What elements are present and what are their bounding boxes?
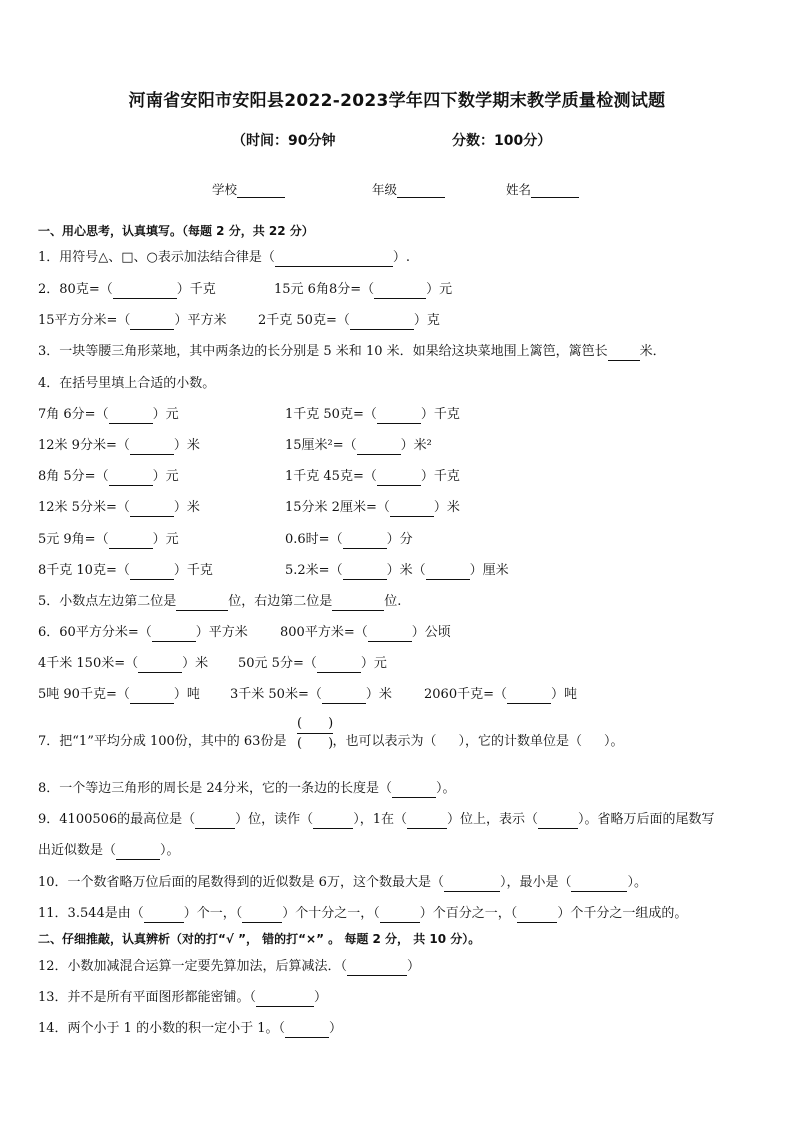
grade-blank[interactable] <box>397 183 445 198</box>
question-9b: 出近似数是（ ）。 <box>38 843 180 858</box>
question-7: 7．把“1”平均分成 100份，其中的 63份是 ，也可以表示为（ ），它的计数单位是（ ）。 <box>38 734 624 749</box>
name-blank[interactable] <box>531 183 579 198</box>
exam-time: （时间：90分钟 <box>232 133 336 149</box>
question-4: 4．在括号里填上合适的小数。 <box>38 376 216 391</box>
question-6c: 5吨 90千克=（ ）吨 3千米 50米=（ ）米 2060千克=（ ）吨 <box>38 687 577 702</box>
question-2b: 15平方分米=（ ）平方米 2千克 50克=（ ）克 <box>38 313 440 328</box>
answer-blank[interactable] <box>116 846 160 860</box>
question-4-row: 12米 9分米=（ ）米 15厘米²=（ ）米² <box>38 438 432 453</box>
answer-blank[interactable] <box>242 909 282 923</box>
exam-score: 分数：100分） <box>452 133 552 149</box>
grade-field[interactable] <box>372 180 445 198</box>
question-5: 5．小数点左边第二位是 位，右边第二位是 位. <box>38 594 402 609</box>
question-6b: 4千米 150米=（ ）米 50元 5分=（ ）元 <box>38 656 387 671</box>
answer-blank[interactable] <box>130 316 174 330</box>
answer-blank[interactable] <box>347 962 407 976</box>
answer-blank[interactable] <box>138 659 182 673</box>
answer-blank[interactable] <box>507 690 551 704</box>
question-11: 11．3.544是由（ ）个一，（ ）个十分之一，（ ）个百分之一，（ ）个千分之一组成的。 <box>38 906 688 921</box>
question-6a: 6．60平方分米=（ ）平方米 800平方米=（ ）公顷 <box>38 625 451 640</box>
question-12: 12．小数加减混合运算一定要先算加法，后算减法．（ ） <box>38 959 421 974</box>
answer-blank[interactable] <box>368 628 412 642</box>
answer-blank[interactable] <box>275 253 393 267</box>
question-4-row: 7角 6分=（ ）元 1千克 50克=（ ）千克 <box>38 407 460 422</box>
school-field[interactable] <box>212 180 285 198</box>
answer-blank[interactable] <box>176 597 228 611</box>
fraction-blank[interactable]: ( ) ( ) <box>297 716 334 751</box>
section2-heading: 二、仔细推敲，认真辨析（对的打“√ ”， 错的打“×” 。 每题 2 分， 共 10 分）。 <box>38 932 481 946</box>
answer-blank[interactable] <box>109 472 153 486</box>
answer-blank[interactable] <box>392 784 436 798</box>
question-14: 14．两个小于 1 的小数的积一定小于 1。（ ） <box>38 1021 342 1036</box>
answer-blank[interactable] <box>357 441 401 455</box>
answer-blank[interactable] <box>317 659 361 673</box>
answer-blank[interactable] <box>538 815 578 829</box>
answer-blank[interactable] <box>608 347 640 361</box>
answer-blank[interactable] <box>195 815 235 829</box>
name-label: 姓名 <box>506 182 532 197</box>
answer-blank[interactable] <box>426 566 470 580</box>
answer-blank[interactable] <box>285 1024 329 1038</box>
name-field[interactable] <box>506 180 579 198</box>
answer-blank[interactable] <box>407 815 447 829</box>
question-10: 10．一个数省略万位后面的尾数得到的近似数是 6万，这个数最大是（ ），最小是（ ）。 <box>38 875 647 890</box>
section1-heading: 一、用心思考，认真填写。（每题 2 分，共 22 分） <box>38 224 314 238</box>
question-4-row: 8角 5分=（ ）元 1千克 45克=（ ）千克 <box>38 469 460 484</box>
answer-blank[interactable] <box>144 909 184 923</box>
answer-blank[interactable] <box>350 316 414 330</box>
answer-blank[interactable] <box>444 878 500 892</box>
answer-blank[interactable] <box>256 993 314 1007</box>
grade-label: 年级 <box>372 182 398 197</box>
answer-blank[interactable] <box>343 566 387 580</box>
answer-blank[interactable] <box>109 535 153 549</box>
answer-blank[interactable] <box>130 441 174 455</box>
question-9a: 9．4100506的最高位是（ ）位，读作（ ），1在（ ）位上，表示（ ）。省略万后面的尾数写 <box>38 812 715 827</box>
answer-blank[interactable] <box>332 597 384 611</box>
question-2a: 2．80克=（ ）千克 15元 6角8分=（ ）元 <box>38 282 453 297</box>
question-4-row: 12米 5分米=（ ）米 15分米 2厘米=（ ）米 <box>38 500 460 515</box>
answer-blank[interactable] <box>322 690 366 704</box>
answer-blank[interactable] <box>377 472 421 486</box>
question-4-row: 5元 9角=（ ）元 0.6时=（ ）分 <box>38 532 413 547</box>
answer-blank[interactable] <box>130 566 174 580</box>
page-title: 河南省安阳市安阳县2022-2023学年四下数学期末教学质量检测试题 <box>128 91 666 111</box>
question-8: 8．一个等边三角形的周长是 24分米，它的一条边的长度是（ ）。 <box>38 781 456 796</box>
school-blank[interactable] <box>237 183 285 198</box>
question-4-row: 8千克 10克=（ ）千克 5.2米=（ ）米（ ）厘米 <box>38 563 509 578</box>
answer-blank[interactable] <box>380 909 420 923</box>
answer-blank[interactable] <box>152 628 196 642</box>
answer-blank[interactable] <box>343 535 387 549</box>
question-13: 13．并不是所有平面图形都能密铺。（ ） <box>38 990 328 1005</box>
answer-blank[interactable] <box>390 503 434 517</box>
answer-blank[interactable] <box>109 410 153 424</box>
school-label: 学校 <box>212 182 238 197</box>
question-3: 3．一块等腰三角形菜地，其中两条边的长分别是 5 米和 10 米．如果给这块菜地围上篱笆，篱笆长 米． <box>38 344 666 359</box>
answer-blank[interactable] <box>313 815 353 829</box>
answer-blank[interactable] <box>374 285 426 299</box>
question-1: 1．用符号△、□、○表示加法结合律是（ ）. <box>38 250 411 265</box>
answer-blank[interactable] <box>130 503 174 517</box>
answer-blank[interactable] <box>113 285 177 299</box>
answer-blank[interactable] <box>377 410 421 424</box>
answer-blank[interactable] <box>517 909 557 923</box>
answer-blank[interactable] <box>130 690 174 704</box>
answer-blank[interactable] <box>571 878 627 892</box>
